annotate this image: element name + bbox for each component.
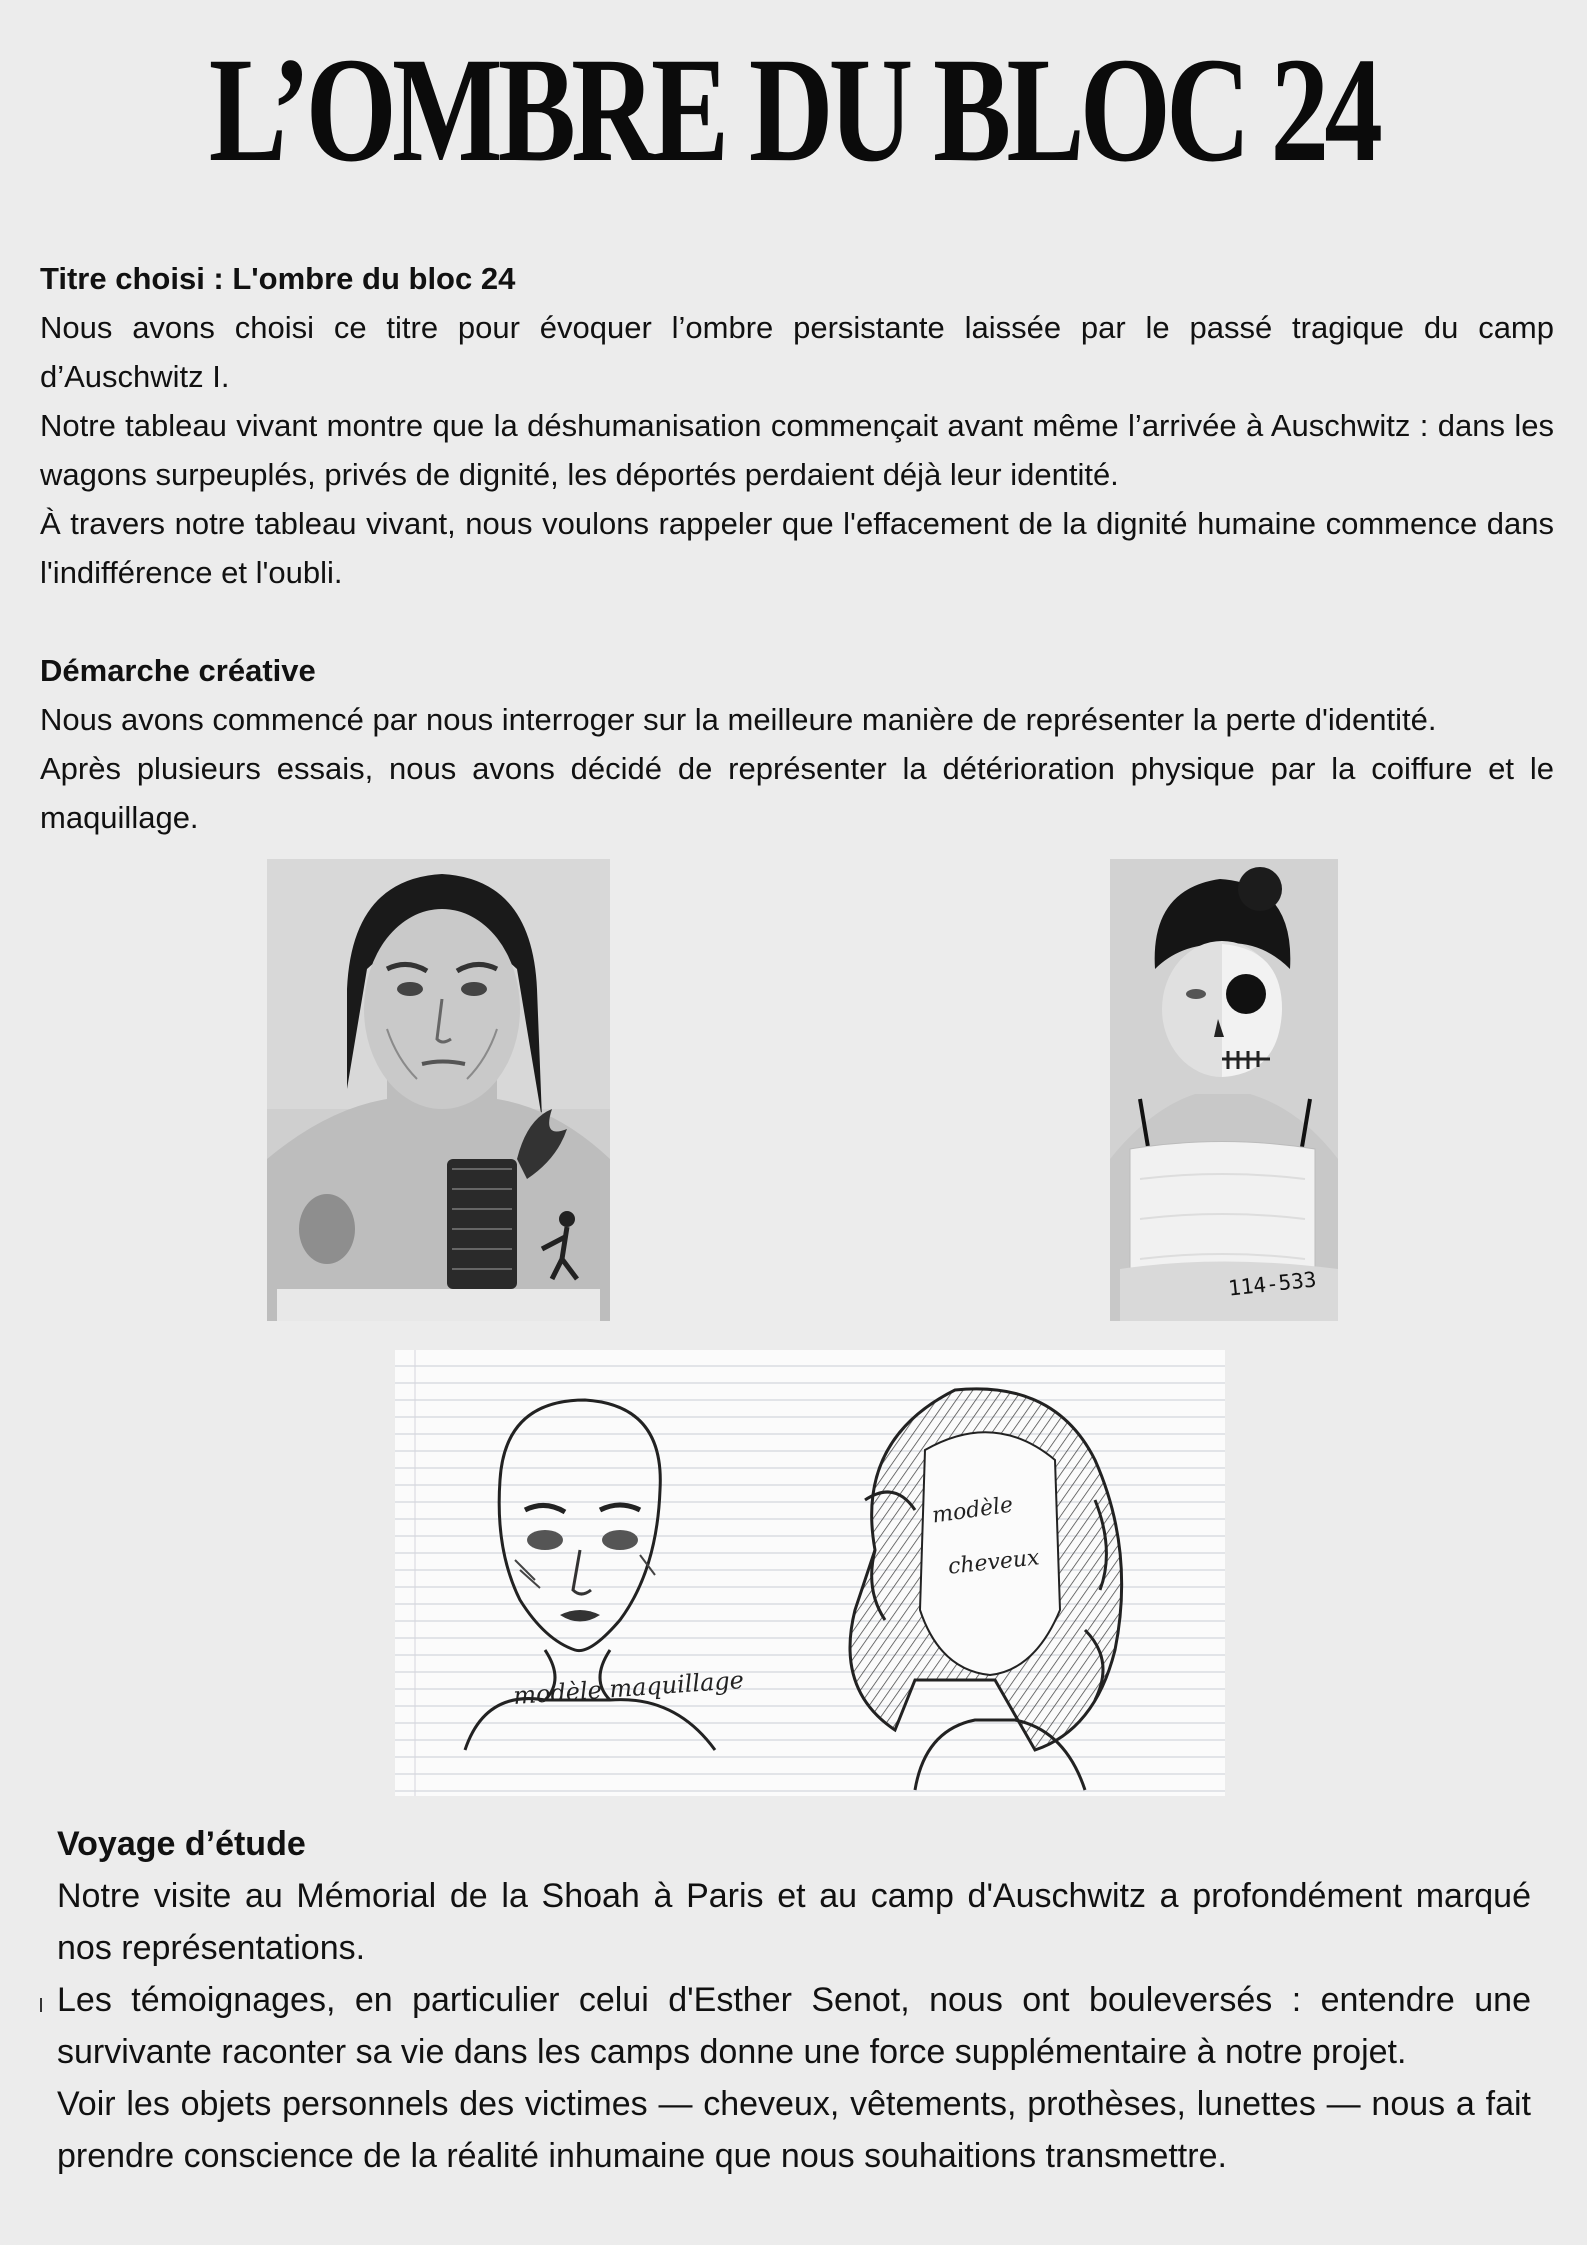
paragraph: Nous avons commencé par nous interroger sur la meilleure manière de représenter la perte d'identité. xyxy=(40,702,1437,737)
arm-number-text: 114-533 xyxy=(1226,1267,1318,1301)
section-heading: Voyage d’étude xyxy=(57,1825,306,1863)
sketch-models-image xyxy=(395,1350,1225,1796)
section-heading: Titre choisi : L'ombre du bloc 24 xyxy=(40,261,516,296)
paragraph: Voir les objets personnels des victimes — cheveux, vêtements, prothèses, lunettes — nous a fait prendre conscience de la réalité inhumaine que nous souhaitions transmettre. xyxy=(57,2085,1531,2175)
paragraph: Nous avons choisi ce titre pour évoquer l’ombre persistante laissée par le passé tragique du camp d’Auschwitz I. xyxy=(40,310,1554,394)
sketch-label-cheveux: cheveux xyxy=(946,1545,1041,1580)
paragraph: Notre visite au Mémorial de la Shoah à Paris et au camp d'Auschwitz a profondément marqué nos représentations. xyxy=(57,1877,1531,1967)
stray-mark xyxy=(40,1998,42,2012)
makeup-portrait-photo xyxy=(267,859,610,1321)
paragraph: Les témoignages, en particulier celui d'Esther Senot, nous ont bouleversés : entendre une survivante raconter sa vie dans les camps donne une force supplémentaire à notre projet. xyxy=(57,1981,1531,2071)
section-titre-choisi xyxy=(40,254,1554,597)
page-title: L’OMBRE DU BLOC 24 xyxy=(208,27,1379,193)
sketch-label-maquillage: modèle maquillage xyxy=(512,1665,745,1711)
skull-makeup-photo xyxy=(1110,859,1338,1321)
section-demarche-creative xyxy=(40,646,1554,842)
paragraph: Notre tableau vivant montre que la déshumanisation commençait avant même l’arrivée à Auschwitz : dans les wagons surpeuplés, privés de dignité, les déportés perdaient déjà leur identité. xyxy=(40,408,1554,492)
section-heading: Démarche créative xyxy=(40,653,316,688)
sketch-label-modele: modèle xyxy=(930,1492,1015,1529)
section-voyage-etude xyxy=(57,1818,1531,2182)
paragraph: Après plusieurs essais, nous avons décidé de représenter la détérioration physique par la coiffure et le maquillage. xyxy=(40,751,1554,835)
paragraph: À travers notre tableau vivant, nous voulons rappeler que l'effacement de la dignité humaine commence dans l'indifférence et l'oubli. xyxy=(40,506,1554,590)
